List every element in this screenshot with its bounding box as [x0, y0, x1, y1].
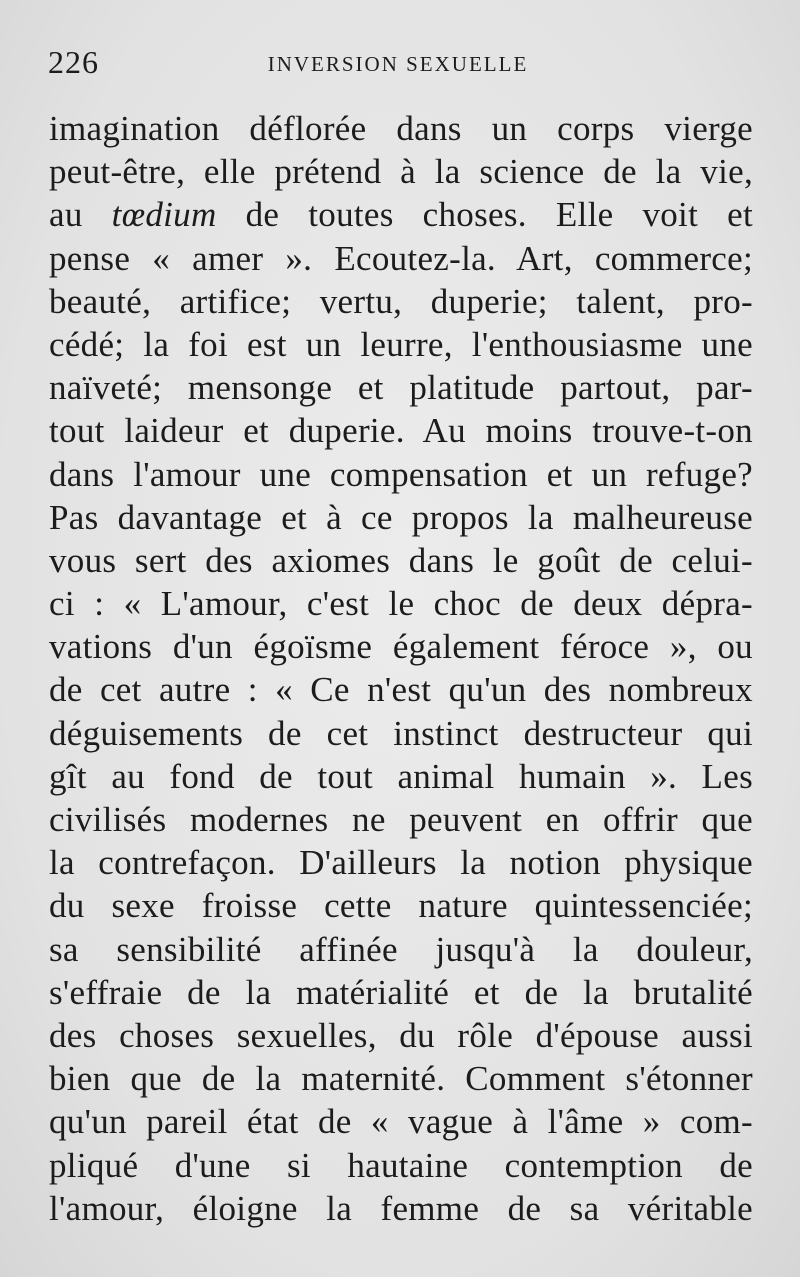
body-text — [49, 107, 753, 1230]
text-line: gît au fond de tout animal humain ». Les — [49, 756, 753, 796]
text-line: naïveté; mensonge et platitude partout, par- — [49, 368, 753, 408]
text-line: cédé; la foi est un leurre, l'enthousiasme une — [49, 324, 753, 364]
text-line: de cet autre : « Ce n'est qu'un des nombreux — [49, 670, 753, 710]
text-line: vous sert des axiomes dans le goût de celui- — [49, 540, 753, 580]
running-head: INVERSION SEXUELLE — [267, 52, 529, 76]
page-header — [48, 42, 748, 82]
text-line: civilisés modernes ne peuvent en offrir que — [49, 800, 753, 839]
text-line: la contrefaçon. D'ailleurs la notion physique — [49, 843, 753, 883]
text-line: pliqué d'une si hautaine contemption de — [49, 1145, 753, 1185]
text-line: au tœdium de toutes choses. Elle voit et — [49, 195, 753, 235]
text-line: imagination déflorée dans un corps vierge — [49, 109, 753, 148]
text-line: l'amour, éloigne la femme de sa véritable — [49, 1188, 753, 1228]
text-line: pense « amer ». Ecoutez-la. Art, commerce; — [49, 238, 753, 278]
text-line: dans l'amour une compensation et un refuge? — [49, 454, 753, 494]
text-line: bien que de la maternité. Comment s'étonner — [49, 1059, 753, 1099]
text-line: des choses sexuelles, du rôle d'épouse aussi — [49, 1015, 753, 1055]
text-line: beauté, artifice; vertu, duperie; talent, pro- — [49, 281, 753, 321]
text-line: tout laideur et duperie. Au moins trouve-t-on — [49, 411, 753, 451]
text-line: déguisements de cet instinct destructeur qui — [49, 713, 753, 753]
text-line: peut-être, elle prétend à la science de la vie, — [49, 152, 753, 192]
text-line: vations d'un égoïsme également féroce », ou — [49, 627, 753, 667]
text-line: s'effraie de la matérialité et de la brutalité — [49, 972, 753, 1012]
text-line: ci : « L'amour, c'est le choc de deux dépra- — [49, 584, 753, 624]
text-line: Pas davantage et à ce propos la malheureuse — [49, 497, 753, 537]
text-line: sa sensibilité affinée jusqu'à la douleur, — [49, 929, 753, 969]
page-number: 226 — [48, 44, 99, 80]
text-line: du sexe froisse cette nature quintessenciée; — [49, 886, 753, 926]
text-line: qu'un pareil état de « vague à l'âme » com- — [49, 1102, 753, 1142]
